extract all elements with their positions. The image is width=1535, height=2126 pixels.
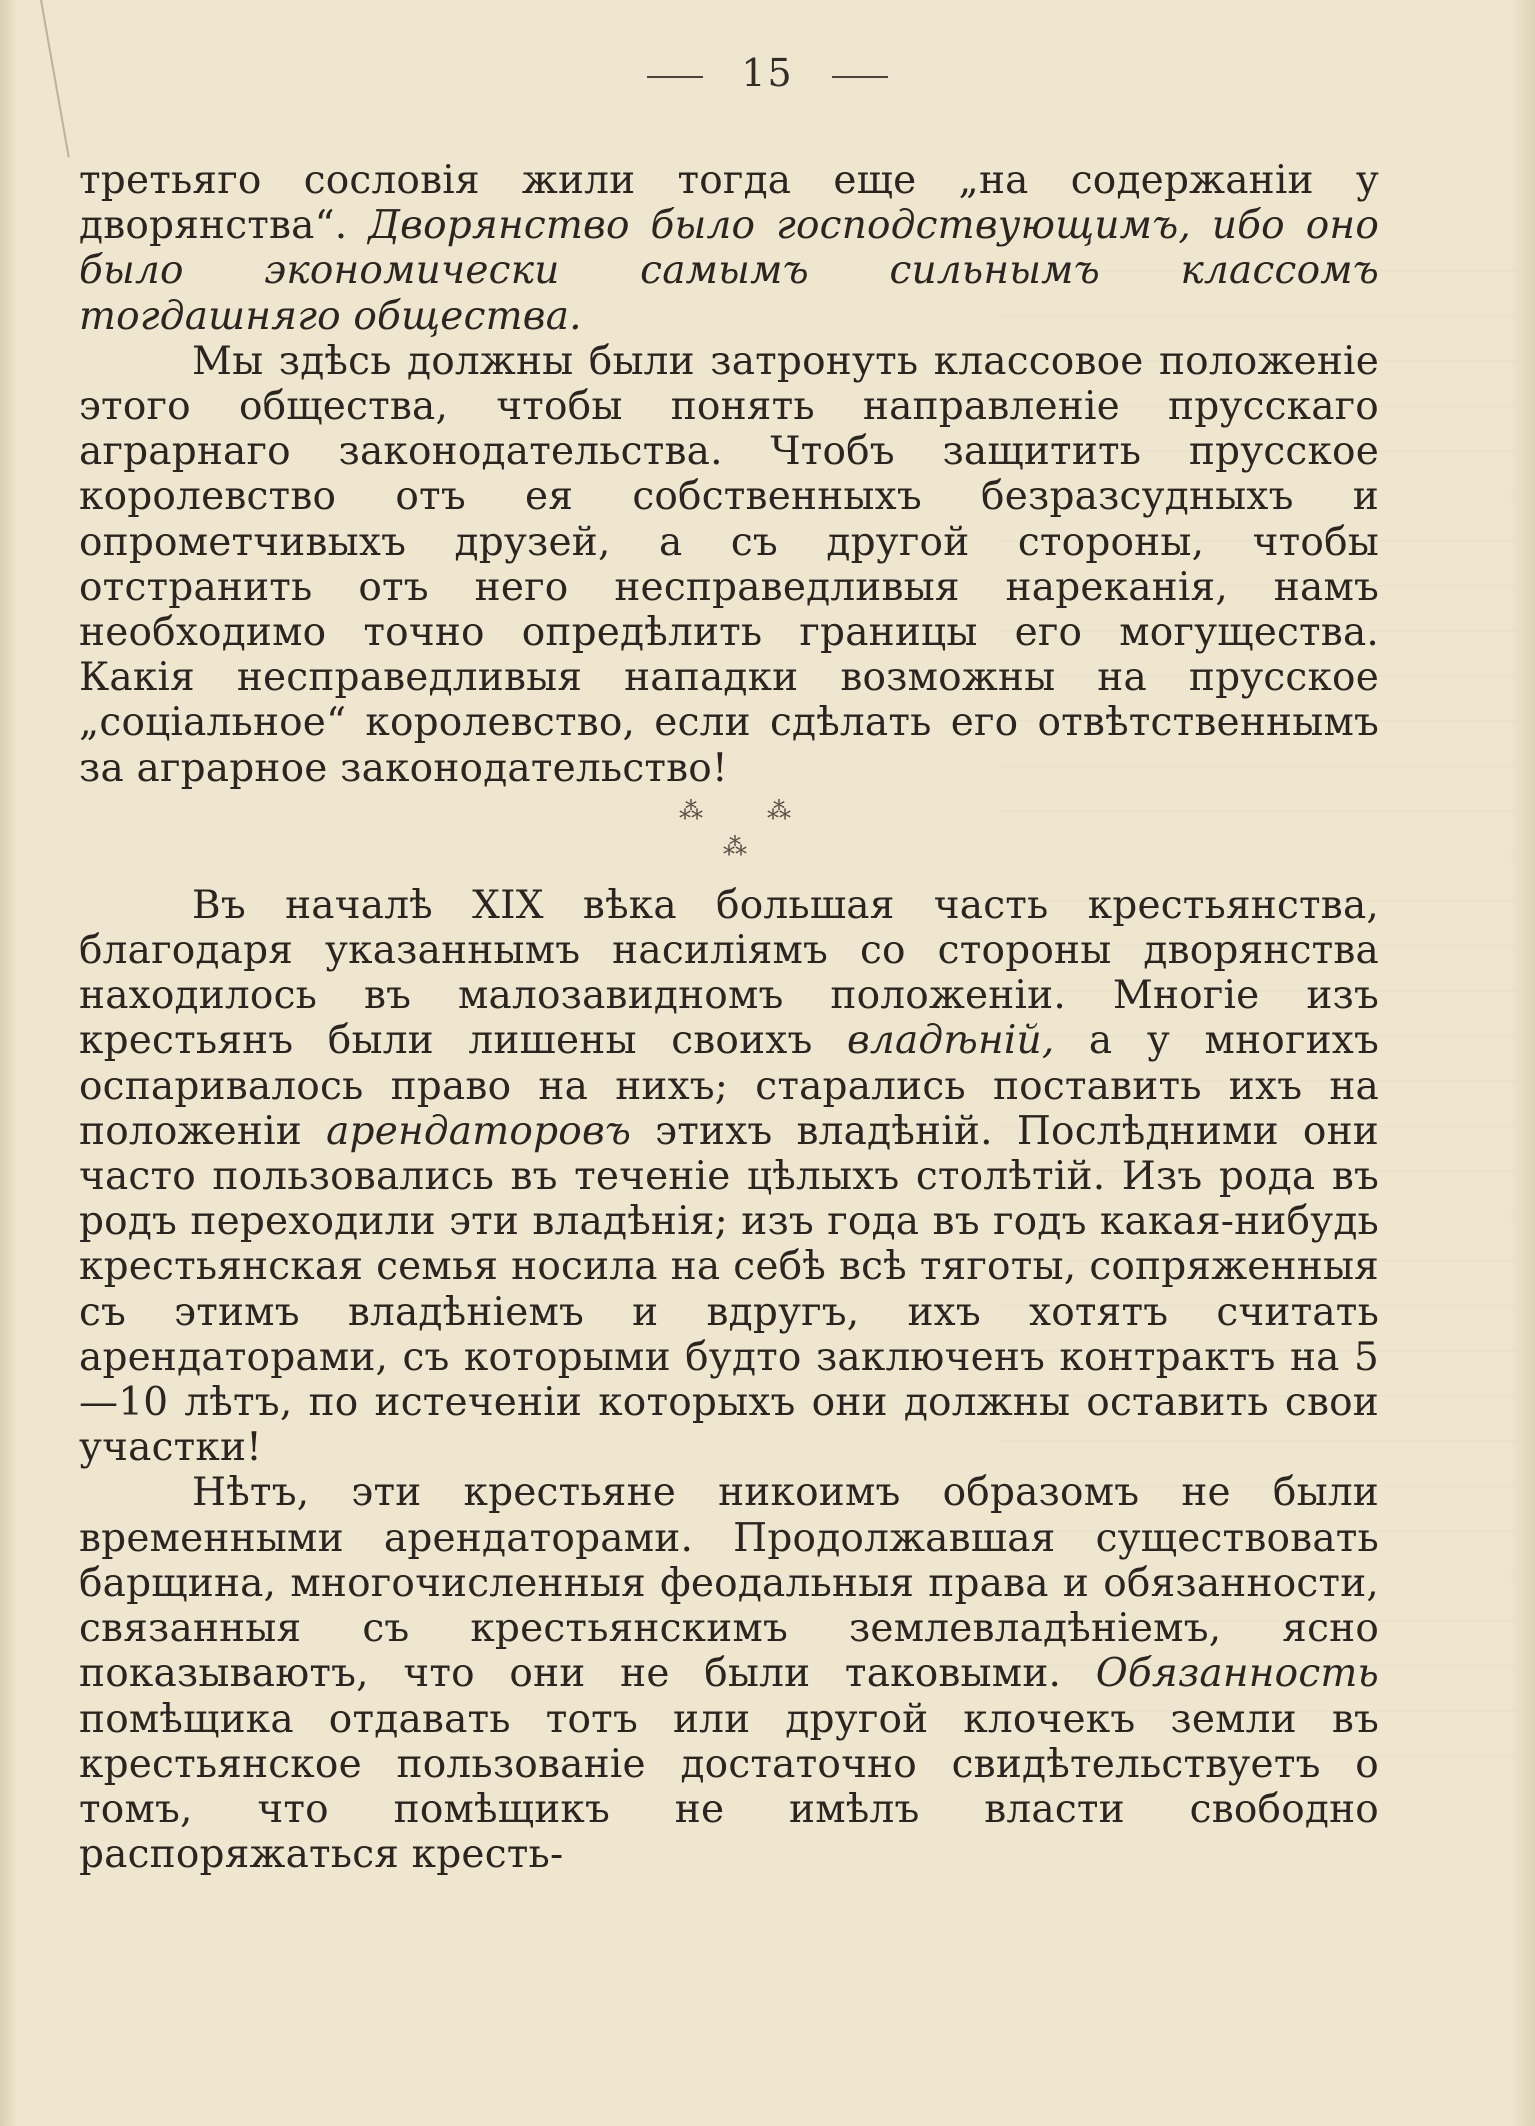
- paragraph-1-italic-text: Дворянство было господствующимъ, ибо оно было экономически самымъ сильнымъ классомъ тогдашняго общества.: [79, 203, 1379, 339]
- paragraph-3-text-part-1: Въ началѣ XIX вѣка большая часть крестьянства, благодаря указаннымъ насиліямъ со стороны дворянства находилось въ малозавидномъ положеніи. Многіе изъ крестьянъ были лишены своихъ: [79, 882, 1379, 1064]
- paragraph-4-italic-1: Обязанность: [1095, 1651, 1379, 1697]
- header-right-dash: [832, 76, 888, 78]
- page-body: [79, 158, 1379, 1877]
- paragraph-3-italic-1: владѣній,: [847, 1018, 1055, 1064]
- page-header: [0, 51, 1535, 95]
- divider-star-left: ⁂: [679, 796, 704, 825]
- page-left-shadow: [0, 0, 18, 2126]
- page-right-shadow: [1509, 0, 1535, 2126]
- paragraph-4-text-part-1: Нѣтъ, эти крестьяне никоимъ образомъ не были временными арендаторами. Продолжавшая существовать барщина, многочисленныя феодальныя права и обязанности, связанныя съ крестьянскимъ землевладѣніемъ, ясно показываютъ, что они не были таковыми.: [79, 1470, 1379, 1697]
- paragraph-4-text-part-2: помѣщика отдавать тотъ или другой клочекъ земли въ крестьянское пользованіе достаточно свидѣтельствуетъ о томъ, что помѣщикъ не имѣлъ власти свободно распоряжаться кресть-: [79, 1696, 1379, 1878]
- divider-star-center: ⁂: [723, 832, 748, 861]
- paragraph-1: [79, 158, 1379, 339]
- paragraph-3: [79, 883, 1379, 1471]
- paragraph-3-text-part-2: а у многихъ оспаривалось право на нихъ; старались поставить ихъ на положеніи: [79, 1018, 1379, 1154]
- page-number: 15: [741, 51, 794, 95]
- paragraph-2: Мы здѣсь должны были затронуть классовое положеніе этого общества, чтобы понять направленіе прусскаго аграрнаго законодательства. Чтобъ защитить прусское королевство отъ ея собственныхъ безразсудныхъ и опрометчивыхъ друзей, а съ другой стороны, чтобы отстранить отъ него несправедливыя нареканія, намъ необходимо точно опредѣлить границы его могущества. Какія несправедливыя нападки возможны на прусское „соціальное“ королевство, если сдѣлать его отвѣтственнымъ за аграрное законодательство!: [79, 338, 1379, 791]
- header-left-dash: [647, 76, 703, 78]
- paragraph-4: [79, 1470, 1379, 1877]
- paragraph-3-italic-2: арендаторовъ: [326, 1108, 632, 1154]
- paragraph-1-normal-text: третьяго сословія жили тогда еще „на содержаніи у дворянства“.: [79, 158, 1379, 249]
- section-divider: [79, 793, 1379, 863]
- paragraph-3-text-part-3: этихъ владѣній. Послѣдними они часто пользовались въ теченіе цѣлыхъ столѣтій. Изъ рода въ родъ переходили эти владѣнія; изъ года въ годъ какая-нибудь крестьянская семья носила на себѣ всѣ тяготы, сопряженныя съ этимъ владѣніемъ и вдругъ, ихъ хотятъ считать арендаторами, съ которыми будто заключенъ контрактъ на 5—10 лѣтъ, по истеченіи которыхъ они должны оставить свои участки!: [79, 1108, 1379, 1471]
- divider-star-right: ⁂: [767, 796, 792, 825]
